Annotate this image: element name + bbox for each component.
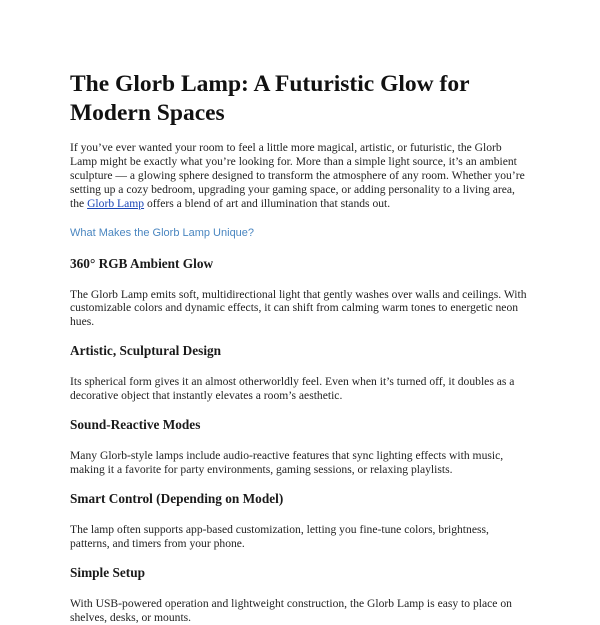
section-text-simple-setup: With USB-powered operation and lightweight construction, the Glorb Lamp is easy to place on shelves, desks, or mounts. bbox=[70, 596, 512, 624]
intro-text-start: If you’ve ever wanted your room to feel a little more magical, artistic, or futuristic, the Glorb Lamp might be exactly what you’re looking for. More than a simple light source, it’s an ambient sculpture — a glowing sphere designed to transform the atmosphere of any room. Whether you’re setting up a cozy bedroom, upgrading your gaming space, or adding personality to a living area, the bbox=[70, 141, 525, 210]
section-text-rgb-glow: The Glorb Lamp emits soft, multidirectional light that gently washes over walls and ceilings. With customizable colors and dynamic effects, it can shift from calming warm tones to energetic neon hues. bbox=[70, 287, 527, 329]
article-title: The Glorb Lamp: A Futuristic Glow for Modern Spaces bbox=[70, 71, 470, 126]
section-text-design: Its spherical form gives it an almost otherworldly feel. Even when it’s turned off, it doubles as a decorative object that instantly elevates a room’s aesthetic. bbox=[70, 375, 515, 403]
unique-subheading: What Makes the Glorb Lamp Unique? bbox=[70, 226, 255, 239]
section-heading-simple-setup: Simple Setup bbox=[70, 564, 145, 580]
section-heading-design: Artistic, Sculptural Design bbox=[70, 343, 222, 359]
section-heading-rgb-glow: 360° RGB Ambient Glow bbox=[70, 255, 214, 271]
glorb-lamp-link[interactable]: Glorb Lamp bbox=[87, 196, 145, 210]
intro-paragraph bbox=[70, 141, 530, 211]
section-heading-smart-control: Smart Control (Depending on Model) bbox=[70, 490, 284, 506]
section-heading-sound-reactive: Sound-Reactive Modes bbox=[70, 417, 201, 433]
intro-text-end: offers a blend of art and illumination that stands out. bbox=[144, 196, 391, 210]
section-text-sound-reactive: Many Glorb-style lamps include audio-reactive features that sync lighting effects with music, making it a favorite for party environments, gaming sessions, or relaxing playlists. bbox=[70, 449, 504, 476]
section-text-smart-control: The lamp often supports app-based customization, letting you fine-tune colors, brightness, patterns, and timers from your phone. bbox=[70, 522, 489, 550]
